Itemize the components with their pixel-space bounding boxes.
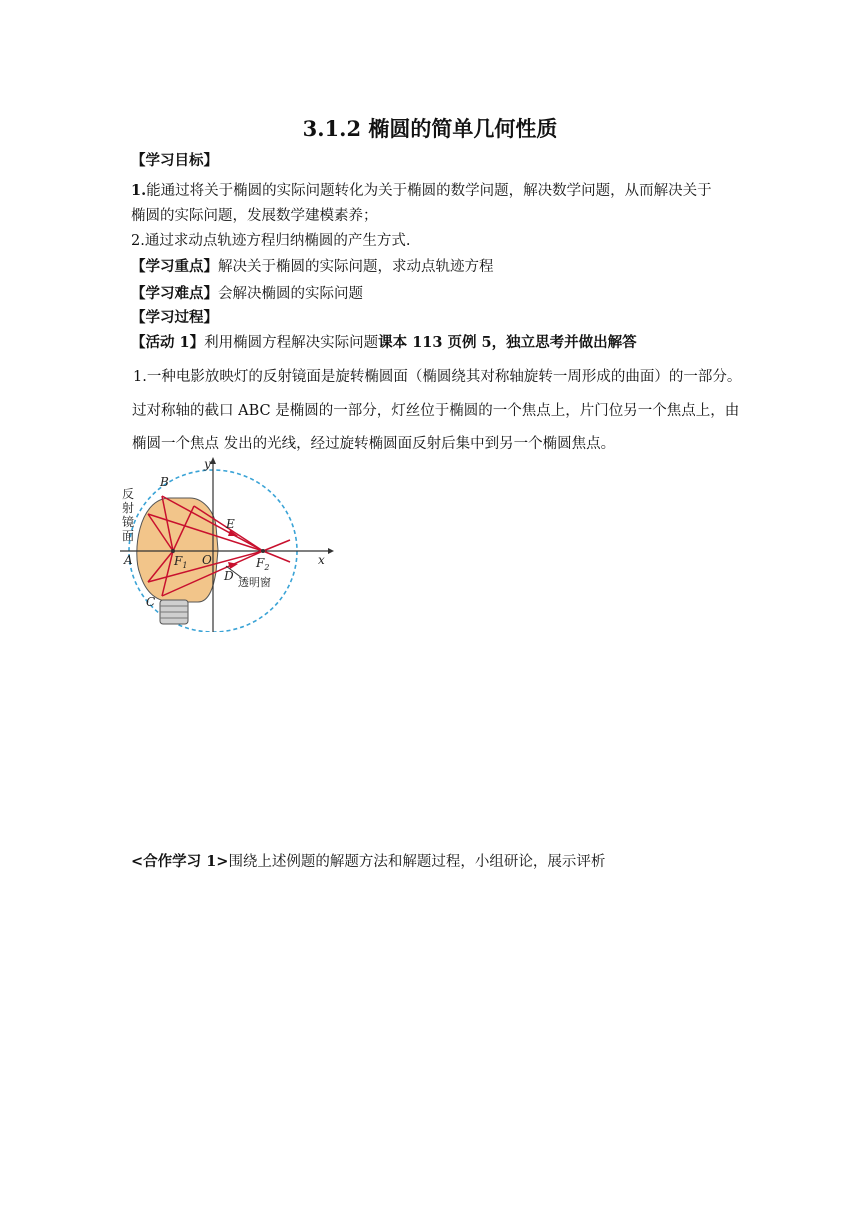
coop-study-1-heading: <合作学习 1> xyxy=(131,853,229,870)
activity-1-text: 利用椭圆方程解决实际问题 xyxy=(204,335,379,351)
activity-1 xyxy=(131,333,637,353)
coop-study-1 xyxy=(131,852,605,872)
label-point-f2: $F_2$ xyxy=(256,556,270,572)
goal-item-1-line-2: 椭圆的实际问题，发展数学建模素养； xyxy=(131,208,378,224)
key-point-text: 解决关于椭圆的实际问题，求动点轨迹方程 xyxy=(218,259,494,275)
goal-item-1-number: 1. xyxy=(131,182,147,199)
label-reflector-2: 射 xyxy=(122,501,135,515)
x-axis-arrow xyxy=(328,548,334,554)
problem-line-3: 椭圆一个焦点 发出的光线，经过旋转椭圆面反射后集中到另一个椭圆焦点。 xyxy=(132,436,616,452)
label-point-o: O xyxy=(202,553,212,567)
point-f2 xyxy=(261,549,265,553)
goals-heading: 【学习目标】 xyxy=(131,152,218,169)
difficulty-heading: 【学习难点】 xyxy=(131,285,218,302)
point-f1 xyxy=(171,549,175,553)
goal-item-1-line-1 xyxy=(131,181,712,201)
page-title: 3.1.2 椭圆的简单几何性质 xyxy=(302,116,558,141)
label-point-d: D xyxy=(224,569,234,583)
problem-line-2: 过对称轴的截口 ABC 是椭圆的一部分，灯丝位于椭圆的一个焦点上，片门位另一个焦点上，由 xyxy=(132,403,740,419)
activity-1-bold-tail: 课本 113 页例 5，独立思考并做出解答 xyxy=(378,334,637,351)
label-point-f1: $F_1$ xyxy=(174,554,188,570)
activity-1-heading: 【活动 1】 xyxy=(131,334,205,351)
lamp-base xyxy=(160,600,188,624)
difficulty-text: 会解决椭圆的实际问题 xyxy=(218,286,363,302)
key-point xyxy=(131,257,494,277)
label-point-a: A xyxy=(124,553,133,567)
label-reflector-3: 镜 xyxy=(122,515,135,529)
label-point-c: C xyxy=(146,595,156,609)
label-point-e: E xyxy=(226,517,235,531)
key-point-heading: 【学习重点】 xyxy=(131,258,218,275)
label-axis-x: x xyxy=(318,553,325,567)
coop-study-1-text: 围绕上述例题的解题方法和解题过程，小组研论，展示评析 xyxy=(228,854,606,870)
goal-item-2: 2.通过求动点轨迹方程归纳椭圆的产生方式. xyxy=(131,233,411,249)
label-window: 透明窗 xyxy=(238,576,271,589)
ellipse-reflector-figure xyxy=(118,454,336,632)
y-axis-arrow xyxy=(210,457,216,464)
goal-item-1-text: 能通过将关于椭圆的实际问题转化为关于椭圆的数学问题，解决数学问题，从而解决关于 xyxy=(146,183,712,199)
label-reflector-1: 反 xyxy=(122,487,135,501)
label-reflector-4: 面 xyxy=(122,529,135,543)
label-axis-y: y xyxy=(204,457,211,471)
difficulty xyxy=(131,284,363,304)
process-heading: 【学习过程】 xyxy=(131,309,218,326)
problem-line-1: 1.一种电影放映灯的反射镜面是旋转椭圆面（椭圆绕其对称轴旋转一周形成的曲面）的一部分。 xyxy=(133,369,742,385)
label-point-b: B xyxy=(160,475,169,489)
